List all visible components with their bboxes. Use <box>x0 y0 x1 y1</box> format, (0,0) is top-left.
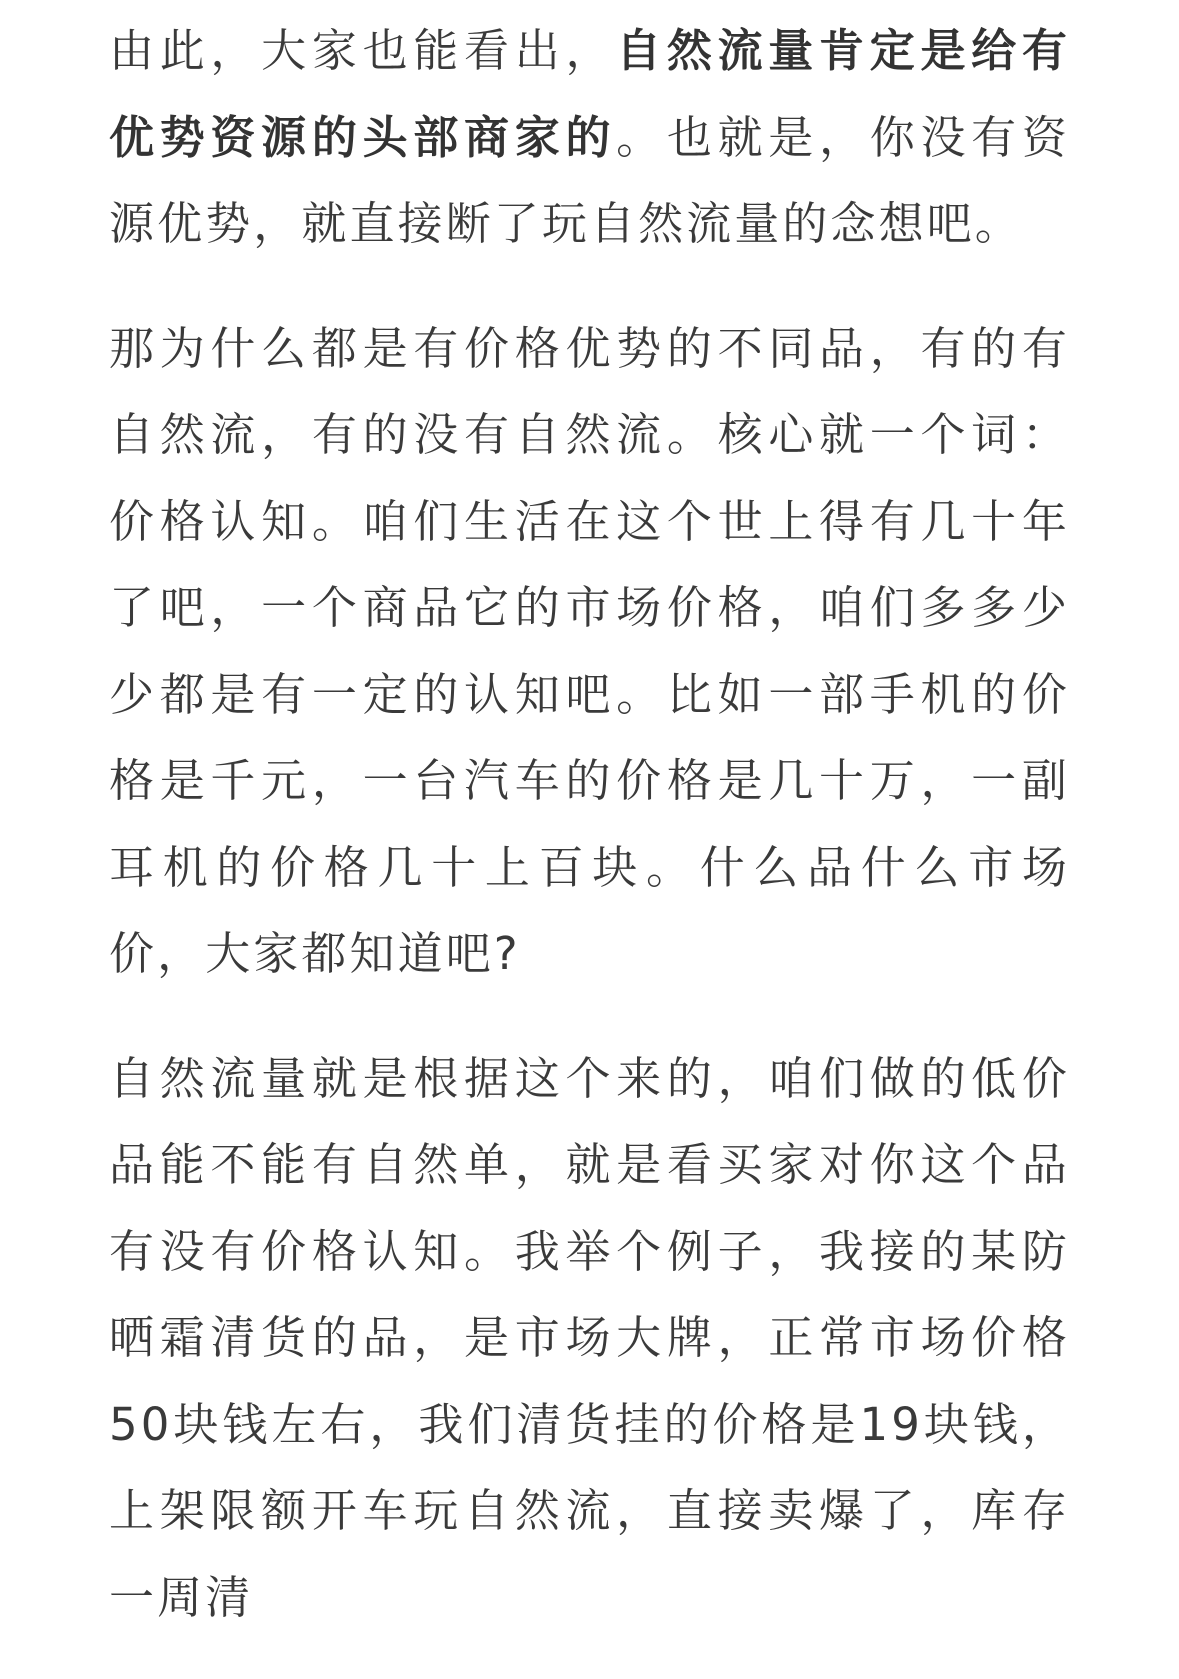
article-body <box>109 8 1070 1679</box>
paragraph-1-rest: 。也就是，你没有资源优势，就直接断了玩自然流量的念想吧。 <box>109 110 1070 250</box>
paragraph-1-intro: 由此，大家也能看出， <box>109 24 617 77</box>
paragraph-1-emphasis: 自然流量肯定是给有优势资源的头部商家的 <box>109 24 1070 164</box>
paragraph-1 <box>109 8 1070 268</box>
paragraph-3: 自然流量就是根据这个来的，咱们做的低价品能不能有自然单，就是看买家对你这个品有没有价格认知。我举个例子，我接的某防晒霜清货的品，是市场大牌，正常市场价格50块钱左右，我们清货挂的价格是19块钱，上架限额开车玩自然流，直接卖爆了，库存一周清 <box>109 1051 1070 1624</box>
paragraph-2: 那为什么都是有价格优势的不同品，有的有自然流，有的没有自然流。核心就一个词：价格认知。咱们生活在这个世上得有几十年了吧，一个商品它的市场价格，咱们多多少少都是有一定的认知吧。比如一部手机的价格是千元，一台汽车的价格是几十万，一副耳机的价格几十上百块。什么品什么市场价，大家都知道吧? <box>109 321 1070 980</box>
